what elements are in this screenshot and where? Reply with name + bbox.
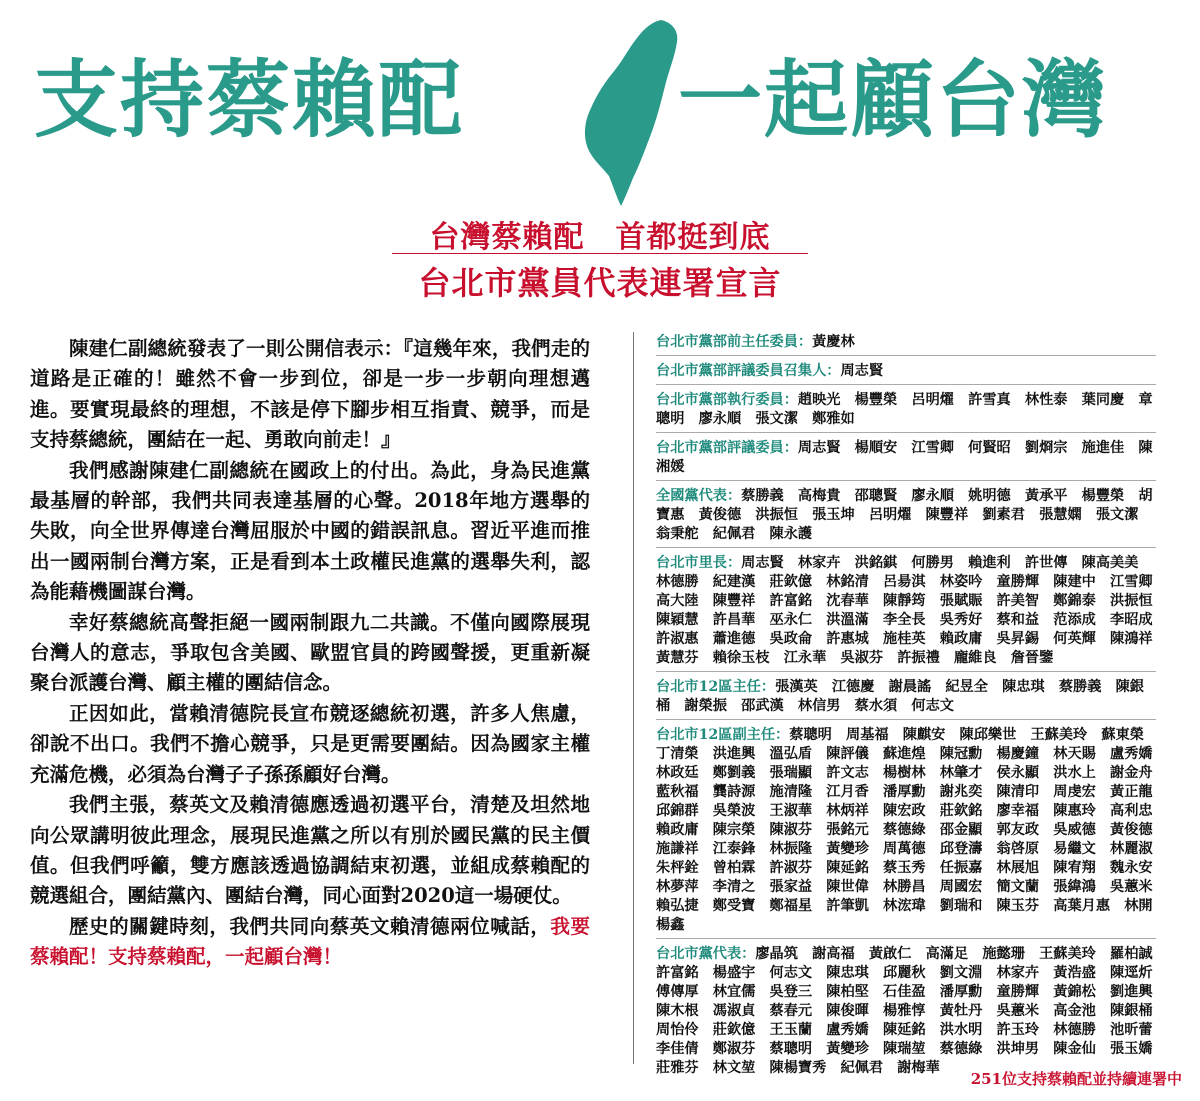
group-names: 蔡聰明 周基福 陳麒安 陳邱樂世 王蘇美玲 蘇東榮 丁清榮 洪進興 溫弘盾 陳評儀 蘇進煌 陳冠勳 楊慶鐘 林天賜 盧秀嬌 林政廷 鄭劉義 張瑞顯 許文志 楊樹林 林肇才 侯永顯 洪水上 謝金舟 藍秋福 龔詩源 施清隆 江月香 潘厚勳 謝兆奕 陳清印 周虔宏 黃正龍 邱錦群 吳榮波 王淑華 林炳祥 陳宏政 莊欽銘 廖幸福 陳惠玲 高利忠 賴政庸 陳宗榮 陳淑芬 張銘元 蔡德綠 邵金顯 郭友政 吳威德 黃俊德 施謙祥 江泰鋒 林振隆 黃變珍 周萬德 邱登濤 翁啓原 易繼文 林麗淑 朱枰銓 曾柏霖 許淑芬 陳延銘 蔡玉秀 任振嘉 林展旭 陳宥翔 魏永安 林夢萍 李清之 張家益 陳世偉 林勝昌 周國宏 簡文蘭 張緯鴻 吳蕙米 賴弘捷 鄭受寶 鄭福星 許筆凱 林浤瑋 劉瑞和 陳玉芬 高葉月惠 林開 楊鑫: [656, 727, 1167, 933]
signatory-group: [656, 945, 1167, 1081]
group-label: 台北市黨部前主任委員：: [656, 334, 813, 350]
signatory-group: [656, 362, 1156, 385]
group-names: 黃慶林: [812, 334, 855, 350]
paragraph-4: 正因如此，當賴清德院長宣布競逐總統初選，許多人焦慮，卻說不出口。我們不擔心競爭，只是更需要團結。因為國家主權充滿危機，必須為台灣子子孫孫顧好台灣。: [30, 701, 590, 786]
group-names: 趙映光 楊豐榮 呂明燿 許雪真 林性泰 葉同慶 章聰明 廖永順 張文潔 鄭雅如: [656, 392, 1153, 427]
paragraph-1: 陳建仁副總統發表了一則公開信表示：『這幾年來，我們走的道路是正確的！雖然不會一步到位，卻是一步一步朝向理想邁進。要實現最終的理想，不該是停下腳步相互指責、競爭，而是支持蔡總統，團結在一起、勇敢向前走！』: [30, 337, 590, 452]
subtitle-2: 台北市黨員代表連署宣言: [418, 264, 782, 302]
paragraph-3: 幸好蔡總統高聲拒絕一國兩制跟九二共識。不僅向國際展現台灣人的意志，爭取包含美國、歐盟官員的跨國聲援，更重新凝聚台派護台灣、顧主權的團結信念。: [30, 610, 590, 695]
subtitle-divider: [392, 253, 808, 254]
signatory-group: [656, 391, 1156, 433]
column-divider: [633, 332, 634, 1064]
title-right: 一起顧台灣: [678, 51, 1109, 149]
group-label: 台北市里長：: [656, 555, 742, 571]
group-label: 台北市黨代表：: [656, 946, 756, 962]
group-label: 台北市12區主任：: [656, 679, 776, 695]
group-label: 全國黨代表：: [656, 488, 742, 504]
signatory-group: [656, 487, 1156, 548]
group-label: 台北市黨部評議委員召集人：: [656, 363, 841, 379]
paragraph-6: [30, 912, 590, 973]
paragraph-5: 我們主張，蔡英文及賴清德應透過初選平台，清楚及坦然地向公眾講明彼此理念，展現民進黨之所以有別於國民黨的民主價值。但我們呼籲，雙方應該透過協調結束初選，並組成蔡賴配的競選組合，團結黨內、團結台灣，同心面對2020這一場硬仗。: [30, 793, 590, 908]
title-left: 支持蔡賴配: [34, 51, 465, 149]
paragraph-6-slogan: 我要蔡賴配！支持蔡賴配，一起顧台灣！: [30, 914, 590, 969]
group-names: 周志賢: [840, 363, 884, 379]
signatory-group: [656, 678, 1156, 720]
signatory-group: [656, 726, 1167, 939]
signature-count: 251位支持蔡賴配並持續連署中: [970, 1070, 1182, 1088]
paragraph-2: 我們感謝陳建仁副總統在國政上的付出。為此，身為民進黨最基層的幹部，我們共同表達基層的心聲。2018年地方選舉的失敗，向全世界傳達台灣屈服於中國的錯誤訊息。習近平進而推出一國兩制台灣方案，正是看到本土政權民進黨的選舉失利，認為能藉機圖謀台灣。: [30, 458, 590, 604]
taiwan-map-icon: [565, 18, 683, 208]
group-names: 蔡勝義 高梅貴 邵聰賢 廖永順 姚明德 黃承平 楊豐榮 胡寶惠 黃俊德 洪振恒 張玉坤 呂明燿 陳豐祥 劉素君 張慧嫻 張文潔 翁秉舵 紀佩君 陳永護: [656, 488, 1153, 542]
signatory-group: [656, 554, 1167, 672]
subtitle-1: 台灣蔡賴配 首都挺到底: [429, 220, 771, 255]
group-label: 台北市12區副主任：: [656, 727, 790, 743]
group-names: 周志賢 林家卉 洪銘錤 何勝男 賴進利 許世傳 陳高美美 林德勝 紀建漢 莊欽億 林銘清 呂昜淇 林姿吟 童勝輝 陳建中 江雪卿 高大陸 陳豐祥 許富銘 沈春華 陳靜筠 張賦賑 許美智 鄭錦泰 洪振恒 陳穎慧 許昌華 巫永仁 洪溫滿 李全長 吳秀好 蔡和益 范添成 李昭成 許淑惠 蕭進德 吳政侖 許惠城 施桂英 賴政庸 吳昇錫 何英輝 陳鴻祥 黃慧芬 賴徐玉枝 江永華 吳淑芬 許振禮 龐維良 詹晉鑒: [656, 555, 1167, 666]
signatory-group: [656, 333, 1156, 356]
group-label: 台北市黨部執行委員：: [656, 392, 798, 408]
group-names: 廖晶筑 謝高福 黃啟仁 高滿足 施懿珊 王蘇美玲 羅柏誠 許富銘 楊盛宇 何志文 陳忠琪 邱麗秋 劉文淵 林家卉 黃浩盛 陳逕炘 傅傳厚 林宜儒 吳登三 陳柏堅 石佳盈 潘厚勳 童勝輝 黃錦松 劉進興 陳木根 馮淑貞 蔡春元 陳俊暉 楊雅惇 黃牡丹 吳蕙米 高金池 陳銀桶 周怡伶 莊欽億 王玉蘭 盧秀嬌 陳延銘 洪水明 許玉玲 林德勝 池昕蕾 李佳倩 鄭淑芬 蔡聰明 黃變珍 陳瑞堃 蔡德綠 洪坤男 陳金仙 張玉嬌 莊雅芬 林文堃 陳楊寶秀 紀佩君 謝梅華: [656, 946, 1167, 1076]
signatory-list: [656, 333, 1167, 1087]
group-names: 周志賢 楊順安 江雪卿 何賢昭 劉烱宗 施進佳 陳湘媛: [656, 440, 1153, 475]
group-names: 張漢英 江德慶 謝晨謠 紀昱全 陳忠琪 蔡勝義 陳銀桶 謝榮振 邵武漢 林信男 蔡水須 何志文: [656, 679, 1144, 714]
signatory-group: [656, 439, 1156, 481]
declaration-body: [30, 334, 590, 973]
paragraph-6-text: 歷史的關鍵時刻，我們共同向蔡英文賴清德兩位喊話，: [69, 914, 551, 938]
group-label: 台北市黨部評議委員：: [656, 440, 798, 456]
